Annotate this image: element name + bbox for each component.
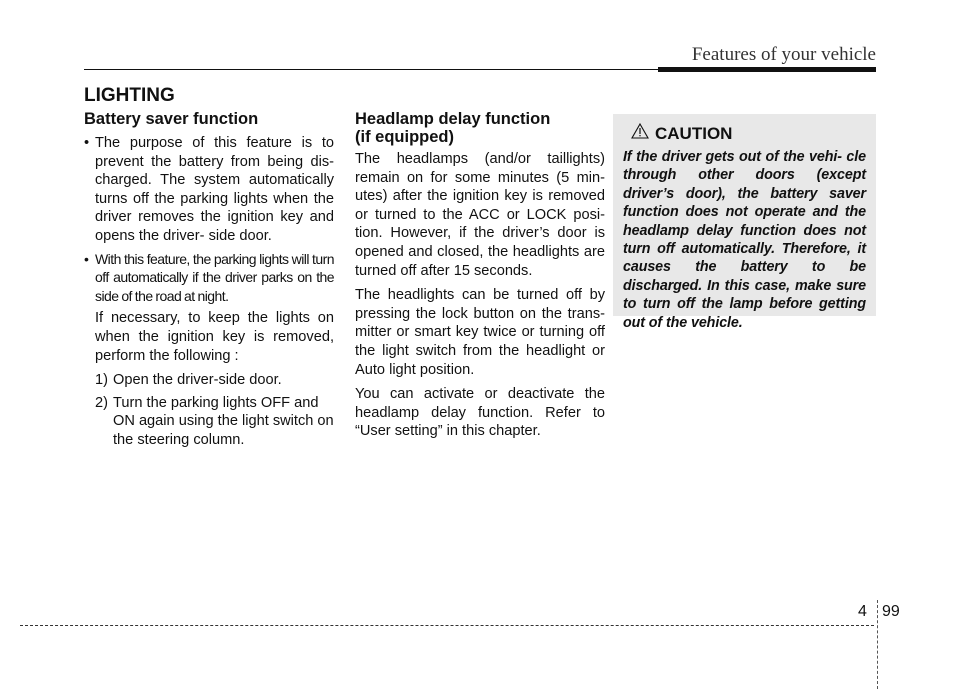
battery-saver-bullet-1: • The purpose of this feature is to prevent the battery from being dis- charged. The system automatically turns off the parking lights when the driver removes the ignition key and opens the driver- side door. bbox=[84, 134, 334, 246]
page-number: 99 bbox=[882, 603, 900, 620]
section-title: LIGHTING bbox=[84, 85, 175, 106]
page-divider bbox=[877, 600, 878, 689]
battery-saver-heading: Battery saver function bbox=[84, 110, 259, 128]
caution-header bbox=[631, 123, 866, 144]
caution-text: If the driver gets out of the vehi- cle through other doors (except driver’s door), the battery saver function does not operate and the headlamp delay function does not turn off automatically. Therefore, it causes the battery to be discharged. In this case, make sure to turn off the lamp before getting out of the vehicle. bbox=[623, 149, 866, 331]
headlamp-delay-paragraph-3: You can activate or deactivate the headlamp delay function. Refer to “User setting” in this chapter. bbox=[355, 386, 605, 440]
headlamp-delay-heading-line1: Headlamp delay function bbox=[355, 110, 551, 128]
headlamp-delay-heading-line2: (if equipped) bbox=[355, 128, 454, 146]
battery-saver-column bbox=[84, 110, 334, 454]
headlamp-delay-column bbox=[355, 110, 605, 447]
battery-saver-bullet-2: • With this feature, the parking lights will turn off automatically if the driver parks on the side of the road at night. bbox=[84, 250, 334, 306]
step-2-number: 2) bbox=[95, 394, 108, 411]
battery-saver-bullets bbox=[84, 134, 334, 305]
step-1-number: 1) bbox=[95, 372, 108, 389]
headlamp-delay-paragraph-2: The headlights can be turned off by pressing the lock button on the trans- mitter or smart key twice or turning off the light switch from the headlight or Auto light position. bbox=[355, 287, 605, 378]
caution-title: CAUTION bbox=[655, 123, 733, 143]
running-header: Features of your vehicle bbox=[691, 44, 876, 65]
footer-rule bbox=[20, 625, 874, 626]
battery-saver-steps bbox=[84, 371, 334, 449]
caution-box bbox=[613, 114, 876, 331]
battery-saver-note: If necessary, to keep the lights on when the ignition key is removed, perform the following : bbox=[95, 310, 334, 364]
step-1-text: Open the driver-side door. bbox=[113, 372, 282, 389]
page-chapter-number: 4 bbox=[858, 603, 867, 620]
warning-triangle-icon bbox=[631, 123, 649, 144]
headlamp-delay-heading bbox=[355, 110, 605, 146]
step-1 bbox=[95, 371, 334, 390]
headlamp-delay-paragraph-1: The headlamps (and/or taillights) remain on for some minutes (5 min- utes) after the ignition key is removed or turned to the ACC or LOCK posi- tion. However, if the driver’s door is opened and closed, the headlights are turned off after 15 seconds. bbox=[355, 151, 605, 279]
step-2-text: Turn the parking lights OFF and ON again using the light switch on the steering column. bbox=[113, 394, 334, 448]
step-2 bbox=[95, 394, 334, 450]
header-rule-thick bbox=[658, 67, 876, 72]
